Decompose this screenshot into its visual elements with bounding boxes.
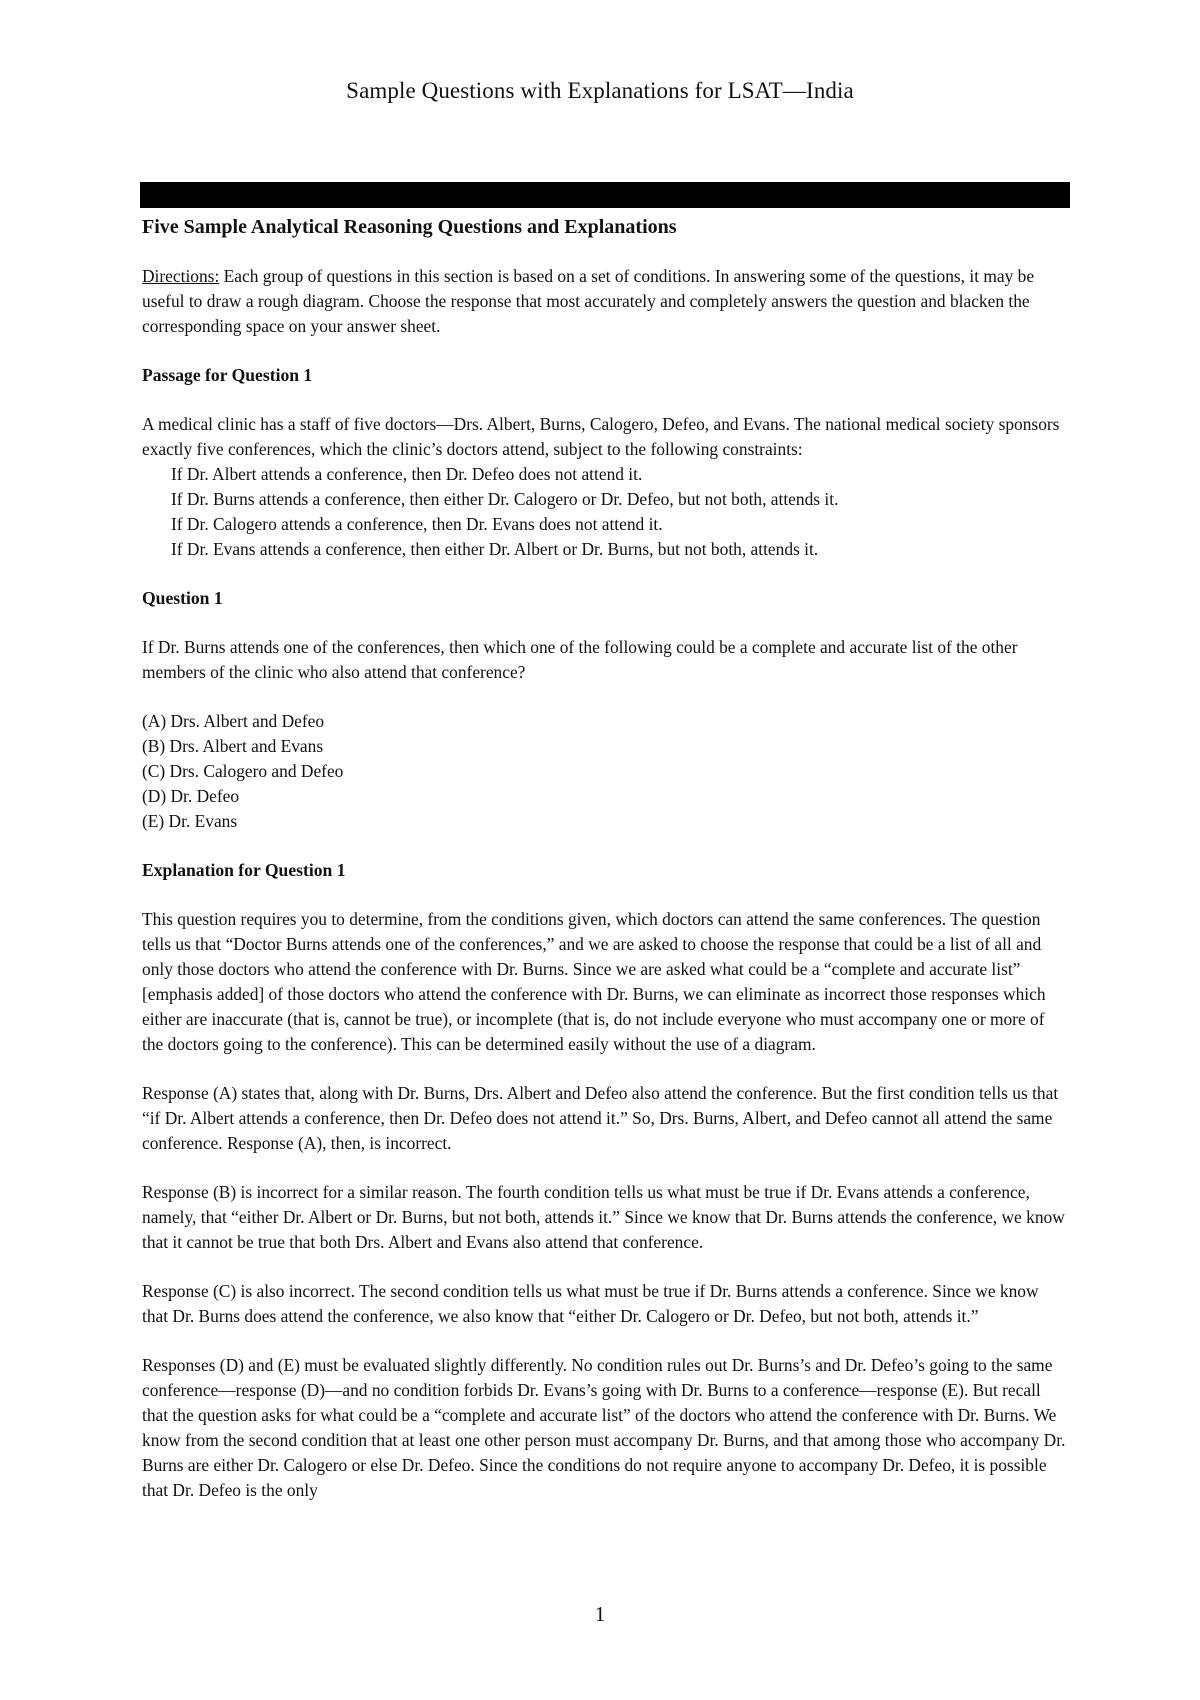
section-title: Five Sample Analytical Reasoning Questions and Explanations (142, 216, 677, 238)
passage-condition: If Dr. Albert attends a conference, then Dr. Defeo does not attend it. (171, 464, 643, 484)
page-content (142, 208, 1068, 1503)
answer-choice: (E) Dr. Evans (142, 811, 238, 831)
answer-choice: (A) Drs. Albert and Defeo (142, 711, 325, 731)
answer-choice: (B) Drs. Albert and Evans (142, 736, 324, 756)
running-header: Sample Questions with Explanations for LSAT—India (346, 78, 854, 103)
explanation-paragraph: Response (C) is also incorrect. The second condition tells us what must be true if Dr. Burns attends a conference. Since we know that Dr. Burns does attend the conference, we also know that “either Dr. Calogero or Dr. Defeo, but not both, attends it.” (142, 1281, 1039, 1326)
explanation-paragraph: Response (A) states that, along with Dr. Burns, Drs. Albert and Defeo also attend the conference. But the first condition tells us that “if Dr. Albert attends a conference, then Dr. Defeo does not attend it.” So, Drs. Burns, Albert, and Defeo cannot all attend the same conference. Response (A), then, is incorrect. (142, 1083, 1059, 1153)
page-number: 1 (594, 1602, 606, 1626)
directions-text: Each group of questions in this section is based on a set of conditions. In answering some of the questions, it may be useful to draw a rough diagram. Choose the response that most accurately and completely answers the question and blacken the corresponding space on your answer sheet. (142, 266, 1035, 336)
passage-condition: If Dr. Evans attends a conference, then either Dr. Albert or Dr. Burns, but not both, attends it. (171, 539, 819, 559)
explanation-heading: Explanation for Question 1 (142, 860, 346, 880)
passage-heading: Passage for Question 1 (142, 365, 313, 385)
section-divider-bar (140, 182, 1070, 208)
explanation-paragraph: Response (B) is incorrect for a similar reason. The fourth condition tells us what must be true if Dr. Evans attends a conference, namely, that “either Dr. Albert or Dr. Burns, but not both, attends it.” Since we know that Dr. Burns attends the conference, we know that it cannot be true that both Drs. Albert and Evans also attend that conference. (142, 1182, 1065, 1252)
answer-choice: (D) Dr. Defeo (142, 786, 240, 806)
passage-intro: A medical clinic has a staff of five doctors—Drs. Albert, Burns, Calogero, Defeo, and Evans. The national medical society sponsors exactly five conferences, which the clinic’s doctors attend, subject to the following constraints: (142, 414, 1060, 459)
directions-paragraph (142, 264, 1068, 339)
question-heading: Question 1 (142, 588, 223, 608)
explanation-paragraph: This question requires you to determine, from the conditions given, which doctors can attend the same conferences. The question tells us that “Doctor Burns attends one of the conferences,” and we are asked to choose the response that could be a list of all and only those doctors who attend the conference with Dr. Burns. Since we are asked what could be a “complete and accurate list” [emphasis added] of those doctors who attend the conference with Dr. Burns, we can eliminate as incorrect those responses which either are inaccurate (that is, cannot be true), or incomplete (that is, do not include everyone who must accompany one or more of the doctors going to the conference). This can be determined easily without the use of a diagram. (142, 909, 1046, 1054)
directions-label: Directions: (142, 266, 220, 286)
question-stem: If Dr. Burns attends one of the conferences, then which one of the following could be a complete and accurate list of the other members of the clinic who also attend that conference? (142, 637, 1018, 682)
answer-choice: (C) Drs. Calogero and Defeo (142, 761, 344, 781)
passage-condition: If Dr. Calogero attends a conference, then Dr. Evans does not attend it. (171, 514, 663, 534)
passage-condition: If Dr. Burns attends a conference, then either Dr. Calogero or Dr. Defeo, but not both, attends it. (171, 489, 839, 509)
explanation-paragraph: Responses (D) and (E) must be evaluated slightly differently. No condition rules out Dr. Burns’s and Dr. Defeo’s going to the same conference—response (D)—and no condition forbids Dr. Evans’s going with Dr. Burns to a conference—response (E). But recall that the question asks for what could be a “complete and accurate list” of the doctors who attend the conference with Dr. Burns. We know from the second condition that at least one other person must accompany Dr. Burns, and that among those who accompany Dr. Burns are either Dr. Calogero or else Dr. Defeo. Since the conditions do not require anyone to accompany Dr. Defeo, it is possible that Dr. Defeo is the only (142, 1355, 1066, 1500)
